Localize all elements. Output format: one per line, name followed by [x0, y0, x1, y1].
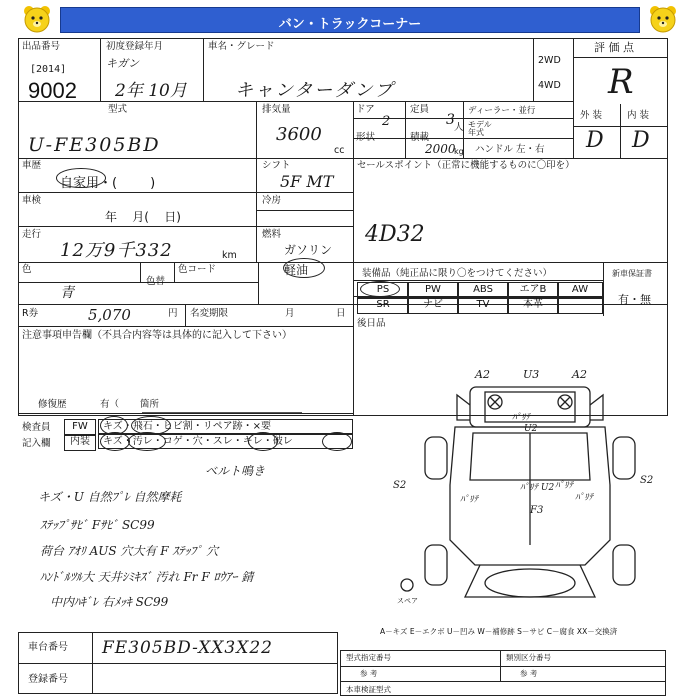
later-date-label: 後日品: [357, 318, 386, 329]
exterior-check-list: キズ・飛石・ヒビ割・リペア跡・×要: [98, 419, 353, 434]
kg-label: kg: [454, 147, 464, 156]
load-value: 2000: [425, 142, 456, 156]
diagram-mark-6: ﾊﾟﾘﾃ: [555, 481, 574, 491]
equip-sr: SR: [357, 297, 409, 314]
check-circle-mark-5: [248, 432, 278, 451]
repair-detail-label: 箇所: [140, 399, 160, 410]
mascot-bear-icon-right: [648, 4, 678, 34]
shaken-label: 車検: [22, 195, 42, 206]
interior-grade-value: D: [632, 128, 650, 153]
name-change-day: 日: [336, 308, 346, 319]
recycle-yn-value: 有・無: [618, 293, 651, 306]
model-type-label: 型式: [108, 104, 128, 115]
equip-airbag: エアB: [507, 282, 559, 299]
year-label: [2014]: [30, 64, 67, 75]
shape-label: 形状: [356, 132, 376, 143]
interior-cell: 内装: [64, 434, 96, 451]
equip-tv: TV: [457, 297, 509, 314]
r-fee-label: R券: [22, 308, 39, 319]
fw-cell: FW: [64, 419, 96, 436]
lot-no-label: 出品番号: [22, 41, 61, 52]
car-name-value: キャンターダンプ: [235, 80, 395, 101]
legend-text: A－キズ E－エクボ U－凹み W－補修跡 S－サビ C－腐食 XX－交換済: [380, 627, 618, 636]
name-change-month: 月: [285, 308, 295, 319]
sales-point-value: 4D32: [365, 222, 425, 247]
lot-number: 9002: [28, 78, 77, 103]
4wd-label: 4WD: [538, 80, 561, 91]
km-label: km: [222, 250, 237, 261]
color-value: 青: [60, 285, 74, 301]
repair-yes-label: 有（: [100, 399, 120, 410]
color-code-label: 色コード: [178, 264, 217, 275]
interior-check-list: キズ・汚レ・コゲ・穴・スレ・キレ・破レ: [98, 434, 353, 449]
inspection-cert-label: 本車検証型式: [346, 685, 391, 694]
color-change-label: 色替: [146, 276, 166, 287]
equip-leather: 本革: [507, 297, 559, 314]
equip-blank: [557, 297, 603, 314]
diagram-mark-4: ﾊﾟﾘﾃ U2: [520, 483, 555, 493]
equip-pw: PW: [407, 282, 459, 299]
reg-no-label: 登録番号: [28, 674, 68, 685]
rating-label: 評 価 点: [594, 41, 634, 54]
note-line-4: 荷台 ｱｵﾘ AUS 穴大有 F ｽﾃｯﾌﾟ 穴: [40, 544, 219, 558]
capacity-value: 3: [446, 112, 455, 128]
model-year-label: モデル 年式: [468, 120, 492, 137]
interior-label: 内 装: [627, 110, 650, 121]
2wd-label: 2WD: [538, 55, 561, 66]
mileage-label: 走行: [22, 229, 42, 240]
dealer-import-label: ディーラー・並行: [468, 106, 536, 116]
name-change-label: 名変期限: [190, 308, 229, 319]
chassis-no-label: 車台番号: [28, 642, 68, 653]
fuel-label: 燃料: [262, 229, 282, 240]
diagram-mark-3: ﾊﾟﾘﾃ: [460, 495, 479, 505]
note-line-2: キズ・U 自然ﾌﾟﾚ 自然摩耗: [38, 490, 182, 504]
r-fee-value: 5,070: [88, 306, 131, 324]
first-reg-value: 2年 10月: [115, 81, 187, 101]
diagram-mark-5: ﾊﾟﾘﾃ: [575, 493, 594, 503]
mascot-bear-icon-left: [22, 4, 52, 34]
note-line-5: ﾊﾝﾄﾞﾙﾂﾙ大 天井ｼﾐｷｽﾞ 汚れ Fr F ﾛｳｱｰ 錆: [40, 570, 254, 584]
shift-label: シフト: [262, 160, 291, 171]
displacement-label: 排気量: [262, 104, 291, 115]
recycle-deposit-label: 新車保証書: [612, 269, 652, 278]
diagram-mark-f3: F3: [530, 505, 544, 516]
rating-value: R: [608, 62, 634, 102]
check-circle-mark-6: [322, 432, 352, 451]
category-no-label: 類別区分番号: [506, 653, 551, 662]
diagram-mark-2: U2: [524, 424, 538, 434]
usage-value: 自家用・( ): [60, 176, 156, 191]
entry-col-label: 記入欄: [22, 438, 51, 449]
note-line-1: ベルト鳴き: [205, 464, 266, 478]
capacity-label: 定員: [410, 104, 430, 115]
maker-value: キガン: [106, 57, 139, 70]
person-label: 人: [454, 122, 464, 133]
equip-navi: ナビ: [407, 297, 459, 314]
title-banner: [60, 7, 640, 33]
usage-label: 車歴: [22, 160, 42, 171]
sales-point-label: セールスポイント（正常に機能するものに〇印を）: [357, 160, 575, 171]
diagram-mark-s2-right: S2: [640, 475, 654, 486]
equip-ps: PS: [357, 282, 409, 299]
diagram-mark-a2-right: A2: [572, 368, 587, 381]
fuel-diesel-circle-mark: [283, 258, 325, 278]
model-cert-label: 型式指定番号: [346, 653, 391, 662]
check-circle-mark-4: [128, 432, 166, 451]
shift-value: 5F MT: [280, 172, 334, 191]
shaken-format: 年 月( 日): [105, 210, 181, 224]
doors-value: 2: [382, 114, 391, 129]
handle-label: ハンドル 左・右: [475, 144, 545, 155]
spare-label: スペア: [397, 597, 418, 605]
note-line-6: 中内ﾊｷﾞﾚ 右ﾒｯｷ SC99: [50, 595, 169, 609]
first-reg-label: 初度登録年月: [106, 41, 164, 52]
exterior-grade-value: D: [586, 128, 604, 153]
doors-label: ドア: [356, 104, 375, 115]
reference-label-2: 参 考: [520, 669, 538, 678]
check-circle-mark-3: [100, 432, 130, 451]
aircon-label: 冷房: [262, 195, 282, 206]
model-code-value: U-FE305BD: [28, 134, 161, 156]
reference-label-1: 参 考: [360, 669, 378, 678]
notes-header: 注意事項申告欄（不具合内容等は具体的に記入して下さい）: [22, 330, 292, 341]
diagram-mark-s2-left: S2: [393, 480, 407, 491]
load-label: 積載: [410, 132, 430, 143]
color-label: 色: [22, 264, 32, 275]
usage-circle-mark: [56, 168, 106, 188]
equip-abs: ABS: [457, 282, 509, 299]
banner-title: バン・トラックコーナー: [278, 17, 422, 32]
car-name-grade-label: 車名・グレード: [208, 41, 275, 52]
displacement-value: 3600: [276, 124, 322, 145]
repair-history-label: 修復歴: [38, 399, 67, 410]
equip-ps-circle-mark: [360, 281, 400, 297]
equip-aw: AW: [557, 282, 603, 299]
cc-label: cc: [334, 145, 345, 156]
mileage-value: 12万9千332: [60, 240, 173, 261]
chassis-number-value: FE305BD-XX3X22: [102, 638, 273, 658]
fuel-value: ガソリン 軽油: [284, 243, 333, 277]
equipment-label: 装備品（純正品に限り〇をつけてください）: [362, 268, 553, 279]
yen-label: 円: [168, 308, 178, 319]
note-line-3: ｽﾃｯﾌﾟｻﾋﾞ Fｻﾋﾞ SC99: [40, 518, 155, 532]
diagram-mark-1: ﾊﾟﾘﾃ: [512, 413, 531, 423]
diagram-mark-u3: U3: [523, 368, 540, 381]
diagram-mark-a2-left: A2: [475, 368, 490, 381]
inspector-label: 検査員: [22, 422, 51, 433]
exterior-label: 外 装: [580, 110, 603, 121]
